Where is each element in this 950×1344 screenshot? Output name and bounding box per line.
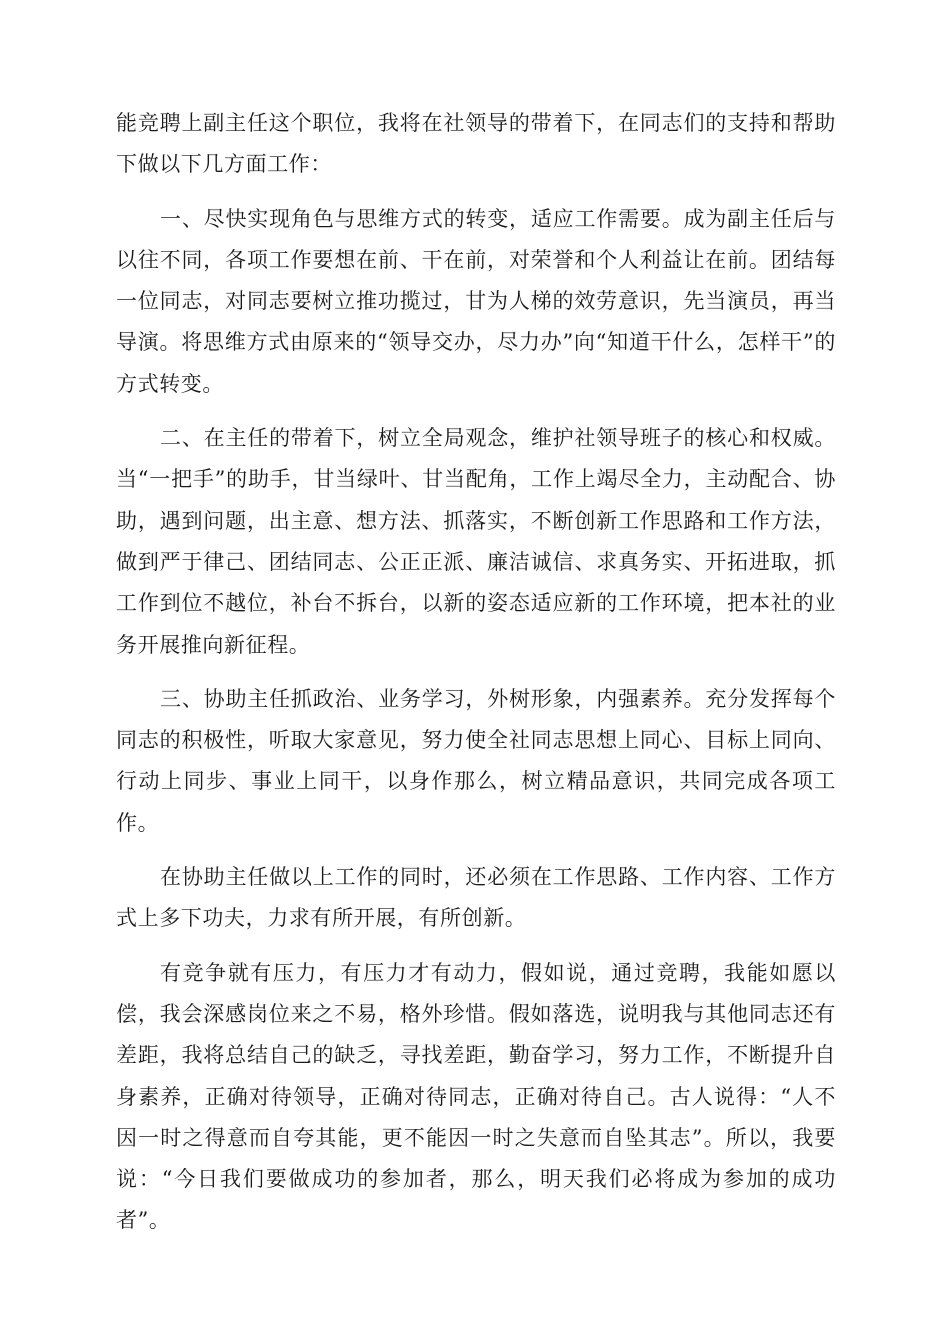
document-body	[116, 103, 836, 1255]
paragraph-point-one: 一、尽快实现角色与思维方式的转变，适应工作需要。成为副主任后与以往不同，各项工作要想在前、干在前，对荣誉和个人利益让在前。团结每一位同志，对同志要树立推功揽过，甘为人梯的效劳意识，先当演员，再当导演。将思维方式由原来的“领导交办，尽力办”向“知道干什么，怎样干”的方式转变。	[116, 206, 836, 396]
paragraph-point-three: 三、协助主任抓政治、业务学习，外树形象，内强素养。充分发挥每个同志的积极性，听取大家意见，努力使全社同志思想上同心、目标上同向、行动上同步、事业上同干，以身作那么，树立精品意识，共同完成各项工作。	[116, 686, 836, 835]
paragraph-point-two: 二、在主任的带着下，树立全局观念，维护社领导班子的核心和权威。当“一把手”的助手，甘当绿叶、甘当配角，工作上竭尽全力，主动配合、协助，遇到问题，出主意、想方法、抓落实，不断创新工作思路和工作方法，做到严于律己、团结同志、公正正派、廉洁诚信、求真务实、开拓进取，抓工作到位不越位，补台不拆台，以新的姿态适应新的工作环境，把本社的业务开展推向新征程。	[116, 426, 836, 657]
paragraph-conclusion: 有竞争就有压力，有压力才有动力，假如说，通过竞聘，我能如愿以偿，我会深感岗位来之不易，格外珍惜。假如落选，说明我与其他同志还有差距，我将总结自己的缺乏，寻找差距，勤奋学习，努力工作，不断提升自身素养，正确对待领导，正确对待同志，正确对待自己。古人说得：“人不因一时之得意而自夸其能，更不能因一时之失意而自坠其志”。所以，我要说：“今日我们要做成功的参加者，那么，明天我们必将成为参加的成功者”。	[116, 960, 836, 1233]
paragraph-innovation: 在协助主任做以上工作的同时，还必须在工作思路、工作内容、工作方式上多下功夫，力求有所开展，有所创新。	[116, 865, 836, 931]
paragraph-intro: 能竞聘上副主任这个职位，我将在社领导的带着下，在同志们的支持和帮助下做以下几方面工作：	[116, 111, 836, 177]
